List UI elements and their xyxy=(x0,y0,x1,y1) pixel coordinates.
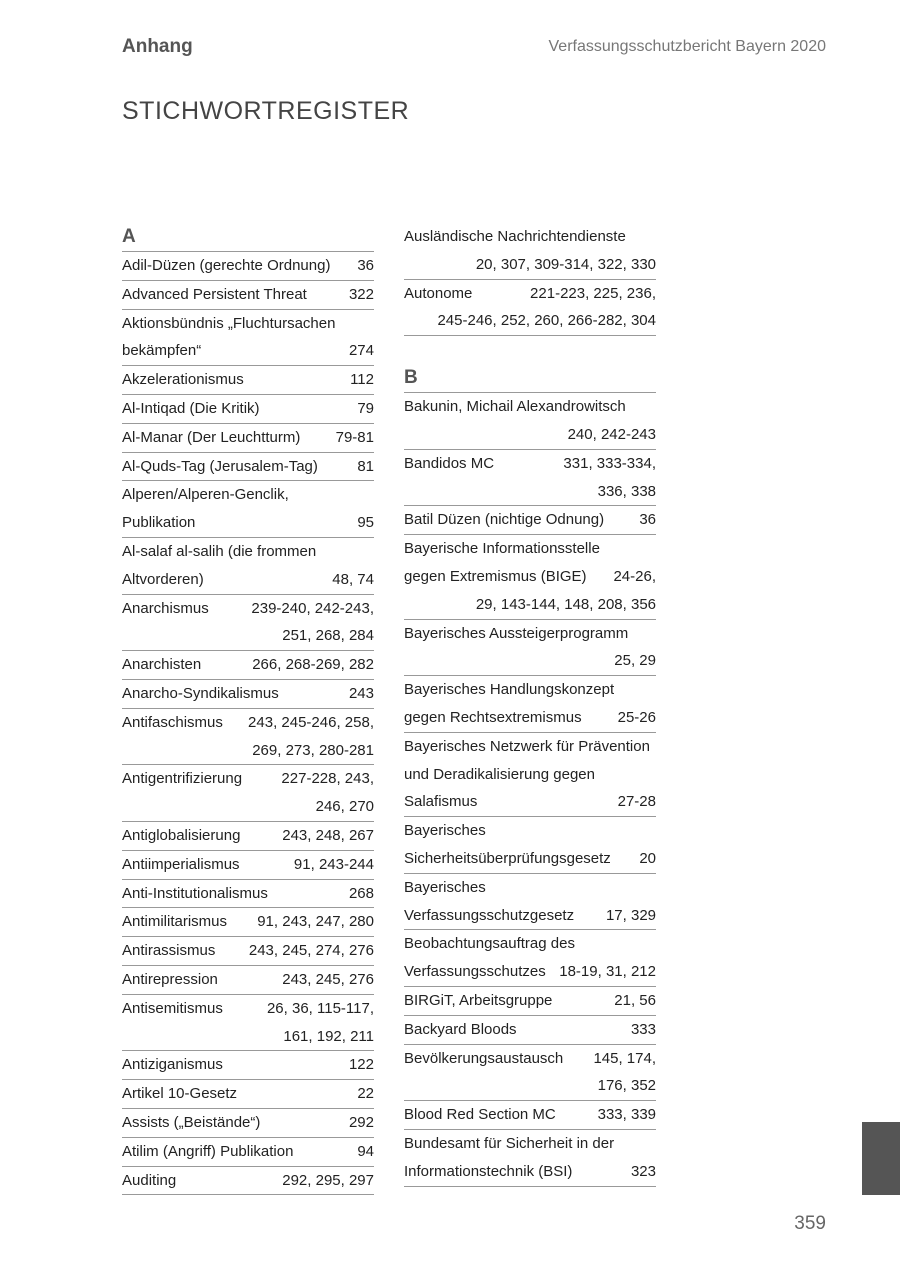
index-entry xyxy=(122,851,374,880)
index-page-refs: 243, 245-246, 258, xyxy=(248,713,374,731)
index-page-refs: 145, 174, xyxy=(593,1049,656,1067)
index-page-refs: 336, 338 xyxy=(597,482,656,500)
index-column-left xyxy=(122,223,374,1195)
index-entry-line xyxy=(404,958,656,986)
index-entry-line xyxy=(122,651,374,679)
index-page-refs: 269, 273, 280-281 xyxy=(252,741,374,759)
index-entry-line xyxy=(404,874,656,902)
index-entry xyxy=(404,535,656,619)
index-page-refs: 36 xyxy=(357,257,374,274)
index-term: Anti-Institutionalismus xyxy=(122,884,268,902)
index-entry-line xyxy=(122,622,374,650)
index-entry-line xyxy=(404,620,656,648)
index-entry-line xyxy=(122,395,374,423)
index-entry xyxy=(404,874,656,931)
index-page-refs: 292 xyxy=(348,1113,374,1131)
index-term: Aktionsbündnis „Fluchtursachen xyxy=(122,314,336,332)
index-page-refs: 246, 270 xyxy=(315,798,374,816)
index-entry-line xyxy=(122,995,374,1023)
index-page-refs: 268 xyxy=(348,884,374,902)
index-entry xyxy=(122,880,374,909)
index-entry-line xyxy=(404,733,656,761)
index-entry-line xyxy=(404,563,656,591)
index-entry xyxy=(122,651,374,680)
index-entry-line xyxy=(122,1051,374,1079)
index-entry-line xyxy=(122,737,374,765)
index-entry xyxy=(122,966,374,995)
index-entry-line xyxy=(404,1130,656,1158)
index-page-refs: 243, 245, 276 xyxy=(282,970,374,988)
index-term: Beobachtungsauftrag des xyxy=(404,935,575,953)
index-entry xyxy=(122,281,374,310)
index-page-refs: 91, 243-244 xyxy=(293,855,374,873)
index-entry-line xyxy=(122,793,374,821)
index-letter-heading: A xyxy=(122,223,374,252)
index-entry-line xyxy=(404,845,656,873)
index-term: Antirepression xyxy=(122,970,218,988)
index-term: Sicherheitsüberprüfungsgesetz xyxy=(404,849,611,867)
index-term: Antigentrifizierung xyxy=(122,770,243,788)
index-entry-line xyxy=(122,481,374,509)
index-term: Anarchisten xyxy=(122,656,202,674)
index-entry xyxy=(404,676,656,733)
index-entry xyxy=(122,1080,374,1109)
index-entry-line xyxy=(122,595,374,623)
index-term: Antisemitismus xyxy=(122,999,223,1017)
index-entry-line xyxy=(122,252,374,280)
index-page-refs: 81 xyxy=(357,457,374,475)
index-page-refs: 22 xyxy=(357,1085,374,1103)
index-term: bekämpfen“ xyxy=(122,342,202,360)
index-entry-line xyxy=(122,937,374,965)
index-term: Bayerisches Netzwerk für Prävention xyxy=(404,737,650,755)
index-term: Assists („Beistände“) xyxy=(122,1113,261,1131)
index-page-refs xyxy=(650,817,656,845)
index-entry xyxy=(122,1167,374,1196)
index-entry-line xyxy=(122,822,374,850)
index-page-refs xyxy=(368,481,374,509)
index-entry-line xyxy=(122,966,374,994)
index-term: Al-salaf al-salih (die frommen xyxy=(122,542,317,560)
index-entry-line xyxy=(404,1158,656,1186)
index-entry-line xyxy=(404,1101,656,1129)
index-term: Antiziganismus xyxy=(122,1056,223,1074)
index-page-refs xyxy=(650,535,656,563)
index-page-refs: 161, 192, 211 xyxy=(283,1027,374,1045)
index-entry xyxy=(122,481,374,538)
index-letter-heading: B xyxy=(404,364,656,393)
index-page-refs xyxy=(650,393,656,421)
index-entry-line xyxy=(404,1072,656,1100)
index-entry xyxy=(122,1109,374,1138)
index-term: Backyard Bloods xyxy=(404,1020,517,1038)
index-term: Bayerisches Aussteigerprogramm xyxy=(404,624,629,642)
running-header-publication: Verfassungsschutzbericht Bayern 2020 xyxy=(548,38,826,55)
index-entry-line xyxy=(404,987,656,1015)
running-header-section: Anhang xyxy=(122,36,193,57)
index-page-refs: 79-81 xyxy=(335,428,374,446)
index-term: Auditing xyxy=(122,1171,177,1189)
index-entry xyxy=(122,995,374,1052)
index-page-refs xyxy=(650,1130,656,1158)
index-term: Bayerische Informationsstelle xyxy=(404,540,600,558)
index-entry xyxy=(122,1138,374,1167)
index-entry xyxy=(122,908,374,937)
index-entry-line xyxy=(404,421,656,449)
index-page-refs: 95 xyxy=(357,514,374,532)
index-entry xyxy=(404,817,656,874)
index-entry xyxy=(122,765,374,822)
index-page-refs: 48, 74 xyxy=(332,570,374,588)
index-page-refs: 94 xyxy=(357,1142,374,1160)
index-term: Bayerisches xyxy=(404,878,486,896)
index-page-refs: 112 xyxy=(350,371,374,389)
index-entry-line xyxy=(122,310,374,338)
index-entry-line xyxy=(122,366,374,394)
index-page-refs: 18-19, 31, 212 xyxy=(559,963,656,981)
index-entry-line xyxy=(404,930,656,958)
index-page-refs: 122 xyxy=(348,1056,374,1074)
index-entry xyxy=(404,1101,656,1130)
index-entry-line xyxy=(122,1080,374,1108)
index-entry-line xyxy=(404,223,656,251)
index-entry xyxy=(122,366,374,395)
index-entry-line xyxy=(404,591,656,619)
index-term: Adil-Düzen (gerechte Ordnung) xyxy=(122,257,331,274)
index-entry-line xyxy=(122,709,374,737)
index-term: Altvorderen) xyxy=(122,570,204,588)
index-page-refs: 243, 248, 267 xyxy=(282,826,374,844)
index-entry xyxy=(122,453,374,482)
index-entry-line xyxy=(404,788,656,816)
index-term: Bayerisches xyxy=(404,822,486,840)
index-entry xyxy=(122,937,374,966)
page-number: 359 xyxy=(794,1213,826,1234)
section-thumb-tab xyxy=(862,1122,900,1195)
index-term: Salafismus xyxy=(404,793,478,811)
index-page-refs: 322 xyxy=(348,285,374,303)
index-entry xyxy=(122,538,374,595)
index-page-refs xyxy=(650,223,656,251)
index-entry-line xyxy=(404,251,656,279)
index-page-refs: 227-228, 243, xyxy=(281,770,374,788)
index-entry-line xyxy=(122,908,374,936)
index-term: Antiimperialismus xyxy=(122,855,240,873)
index-page-refs: 243 xyxy=(348,684,374,702)
index-spacer xyxy=(404,336,656,364)
index-page-refs xyxy=(368,538,374,566)
index-entry-line xyxy=(404,647,656,675)
index-page-refs: 25-26 xyxy=(617,708,656,726)
index-page-refs xyxy=(650,874,656,902)
index-entry xyxy=(122,310,374,367)
index-page-refs: 26, 36, 115-117, xyxy=(266,999,374,1017)
index-page-refs: 25, 29 xyxy=(614,652,656,670)
index-page-refs: 20, 307, 309-314, 322, 330 xyxy=(475,255,656,273)
index-entry-line xyxy=(122,509,374,537)
index-entry-line xyxy=(404,902,656,930)
index-entry-line xyxy=(122,851,374,879)
index-term: Bakunin, Michail Alexandrowitsch xyxy=(404,398,626,416)
index-term: Antirassismus xyxy=(122,942,216,960)
index-entry xyxy=(404,930,656,987)
index-term: Advanced Persistent Threat xyxy=(122,285,307,303)
index-term: Informationstechnik (BSI) xyxy=(404,1162,573,1180)
index-term: Antiglobalisierung xyxy=(122,826,241,844)
index-page-refs: 333, 339 xyxy=(597,1106,656,1124)
index-term: Verfassungsschutzgesetz xyxy=(404,906,575,924)
index-entry-line xyxy=(404,393,656,421)
index-entry xyxy=(122,424,374,453)
index-page-refs: 36 xyxy=(639,511,656,529)
index-term: Publikation xyxy=(122,514,196,532)
index-entry-line xyxy=(122,538,374,566)
index-entry-line xyxy=(404,478,656,506)
index-entry-line xyxy=(122,765,374,793)
index-page-refs xyxy=(650,733,656,761)
index-page-refs: 243, 245, 274, 276 xyxy=(248,942,374,960)
index-entry xyxy=(404,450,656,507)
index-page-refs: 21, 56 xyxy=(614,991,656,1009)
index-entry-line xyxy=(404,307,656,335)
index-term: Ausländische Nachrichtendienste xyxy=(404,228,626,245)
index-entry-line xyxy=(122,337,374,365)
index-entry-line xyxy=(122,1138,374,1166)
index-term: Al-Intiqad (Die Kritik) xyxy=(122,399,260,417)
index-page-refs: 274 xyxy=(348,342,374,360)
index-term: Akzelerationismus xyxy=(122,371,244,389)
index-entry xyxy=(404,1016,656,1045)
index-entry-line xyxy=(404,535,656,563)
index-term: und Deradikalisierung gegen xyxy=(404,765,595,783)
index-entry xyxy=(404,620,656,677)
index-page-refs xyxy=(650,930,656,958)
index-entry xyxy=(122,822,374,851)
index-term: Artikel 10-Gesetz xyxy=(122,1085,238,1103)
index-term: Blood Red Section MC xyxy=(404,1106,556,1124)
index-entry xyxy=(404,1045,656,1102)
index-page-refs: 333 xyxy=(630,1020,656,1038)
index-page-refs: 240, 242-243 xyxy=(567,425,656,443)
index-entry-line xyxy=(404,506,656,534)
index-page-refs: 17, 329 xyxy=(605,906,656,924)
index-page-refs xyxy=(368,310,374,338)
index-entry-line xyxy=(404,450,656,478)
index-entry-line xyxy=(404,817,656,845)
index-term: Autonome xyxy=(404,284,473,302)
index-entry-line xyxy=(122,424,374,452)
index-term: gegen Extremismus (BIGE) xyxy=(404,567,587,585)
index-term: BIRGiT, Arbeitsgruppe xyxy=(404,991,553,1009)
index-term: Alperen/Alperen-Genclik, xyxy=(122,486,289,504)
index-entry-line xyxy=(404,704,656,732)
index-page-refs: 27-28 xyxy=(617,793,656,811)
index-page-refs: 239-240, 242-243, xyxy=(251,599,374,617)
index-entry-line xyxy=(122,680,374,708)
index-entry xyxy=(404,1130,656,1187)
index-term: Anarcho-Syndikalismus xyxy=(122,684,279,702)
index-entry-line xyxy=(122,1167,374,1195)
index-page-refs: 29, 143-144, 148, 208, 356 xyxy=(475,595,656,613)
index-entry-line xyxy=(122,566,374,594)
index-term: Anarchismus xyxy=(122,599,209,617)
index-column-right xyxy=(404,223,656,1187)
index-page-refs: 91, 243, 247, 280 xyxy=(257,913,374,931)
index-page-refs: 331, 333-334, xyxy=(563,454,656,472)
index-entry xyxy=(122,680,374,709)
index-page-refs xyxy=(650,620,656,648)
index-entry-line xyxy=(122,880,374,908)
index-term: Antifaschismus xyxy=(122,713,223,731)
index-entry-line xyxy=(404,761,656,789)
index-page-refs: 251, 268, 284 xyxy=(282,627,374,645)
index-entry-line xyxy=(404,1045,656,1073)
index-term: Batil Düzen (nichtige Odnung) xyxy=(404,511,605,529)
index-term: Antimilitarismus xyxy=(122,913,228,931)
index-entry xyxy=(404,506,656,535)
index-term: Al-Quds-Tag (Jerusalem-Tag) xyxy=(122,457,318,475)
index-entry xyxy=(122,595,374,652)
index-entry xyxy=(122,1051,374,1080)
index-term: Verfassungsschutzes xyxy=(404,963,546,981)
index-entry-line xyxy=(122,1023,374,1051)
index-page-refs: 266, 268-269, 282 xyxy=(252,656,374,674)
index-page-refs: 20 xyxy=(639,849,656,867)
index-term: Al-Manar (Der Leuchtturm) xyxy=(122,428,301,446)
index-term: Bayerisches Handlungskonzept xyxy=(404,681,615,699)
index-term: gegen Rechtsextremismus xyxy=(404,708,582,726)
index-entry xyxy=(404,223,656,280)
page-title: STICHWORTREGISTER xyxy=(122,97,410,125)
index-entry xyxy=(404,280,656,337)
index-page-refs: 79 xyxy=(357,399,374,417)
index-entry-line xyxy=(122,453,374,481)
index-term: Bevölkerungsaustausch xyxy=(404,1049,564,1067)
index-page-refs: 245-246, 252, 260, 266-282, 304 xyxy=(437,312,656,330)
index-entry xyxy=(122,252,374,281)
index-entry xyxy=(404,733,656,817)
index-page-refs: 323 xyxy=(630,1162,656,1180)
index-entry xyxy=(404,987,656,1016)
index-term: Bandidos MC xyxy=(404,454,495,472)
index-page-refs: 292, 295, 297 xyxy=(282,1171,374,1189)
index-entry xyxy=(122,709,374,766)
index-entry xyxy=(404,393,656,450)
index-page-refs xyxy=(650,676,656,704)
index-page-refs xyxy=(650,761,656,789)
index-entry-line xyxy=(404,280,656,308)
index-entry-line xyxy=(404,1016,656,1044)
index-term: Bundesamt für Sicherheit in der xyxy=(404,1134,615,1152)
index-page-refs: 221-223, 225, 236, xyxy=(530,284,656,302)
index-page-refs: 176, 352 xyxy=(597,1077,656,1095)
index-entry xyxy=(122,395,374,424)
index-term: Atilim (Angriff) Publikation xyxy=(122,1142,294,1160)
index-entry-line xyxy=(122,1109,374,1137)
index-entry-line xyxy=(122,281,374,309)
index-entry-line xyxy=(404,676,656,704)
index-page-refs: 24-26, xyxy=(613,567,656,585)
